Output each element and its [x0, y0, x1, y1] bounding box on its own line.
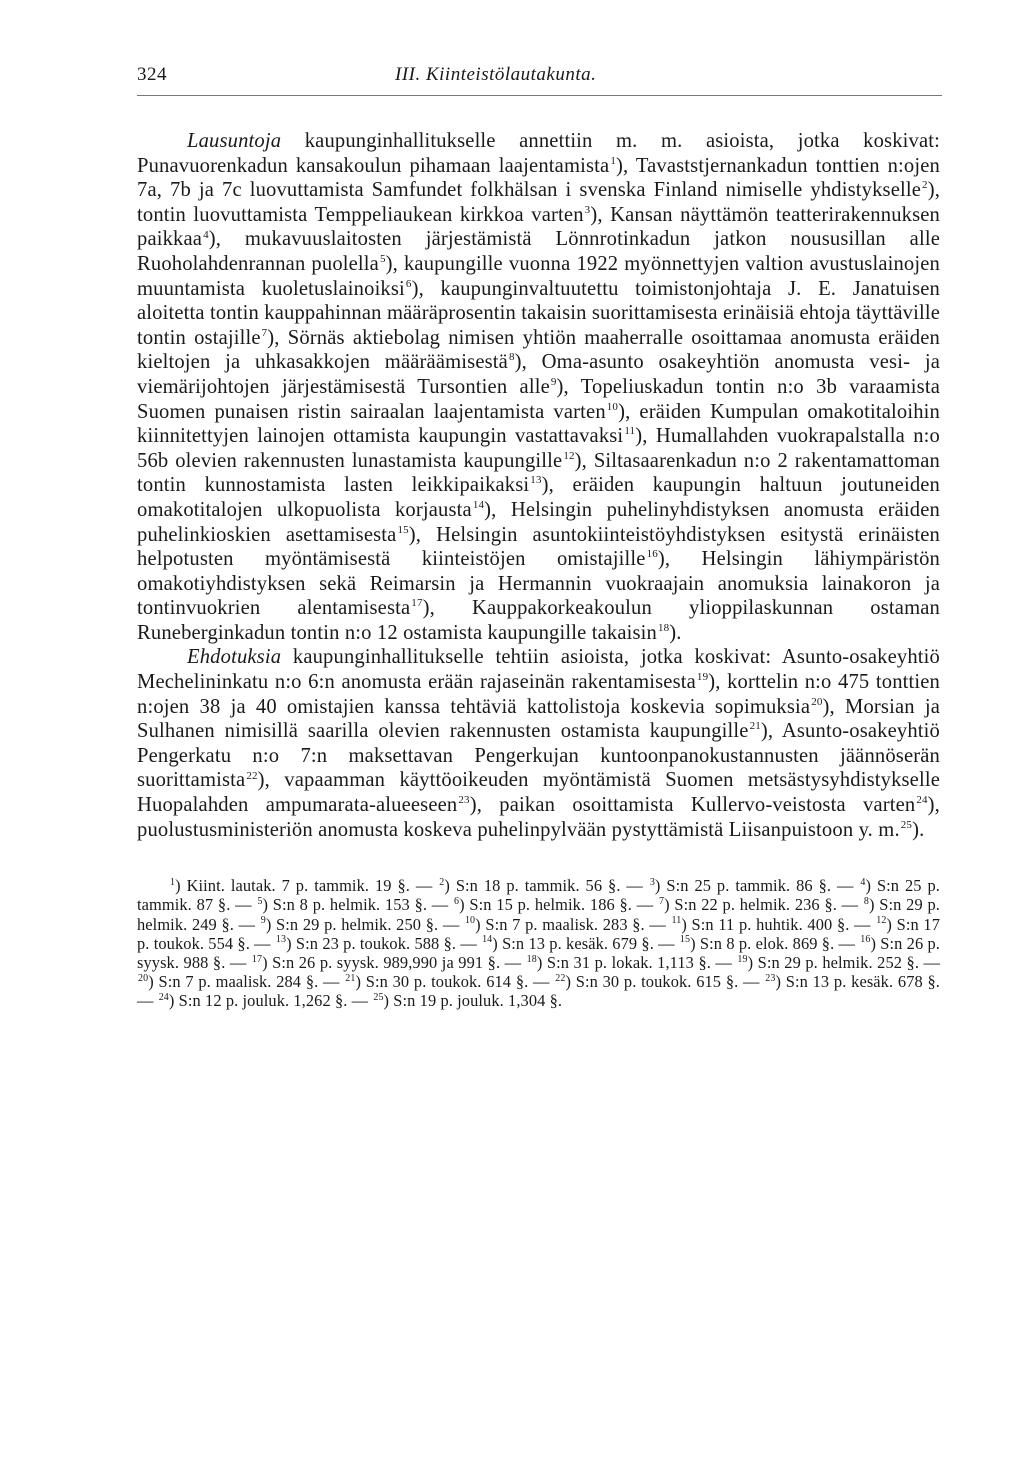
text-run: ) S:n 25 p. tammik. 86 §. — [654, 876, 860, 896]
footnote-reference: 3 [649, 876, 655, 888]
footnote-reference: 22 [555, 972, 566, 984]
footnote-reference: 6 [405, 277, 412, 290]
text-run: ) S:n 8 p. elok. 869 §. — [690, 933, 860, 953]
footnote-reference: 5 [257, 895, 263, 907]
text-run: ) S:n 18 p. tammik. 56 §. — [444, 876, 649, 896]
text-run: ) S:n 22 p. helmik. 236 §. — [664, 895, 863, 915]
footnote-reference: 17 [251, 953, 263, 965]
footnote-reference: 16 [646, 548, 658, 561]
text-run: ) S:n 15 p. helmik. 186 §. — [459, 895, 658, 915]
footnote-reference: 7 [261, 326, 268, 339]
text-run: ), kaupungille vuonna 1922 myönnettyjen valtion avustuslainojen muuntamista kuoletuslainoiksi [137, 252, 940, 300]
footnote-reference: 22 [246, 769, 258, 782]
footnote-reference: 21 [749, 720, 761, 733]
footnote-reference: 25 [373, 991, 384, 1003]
text-run: ) S:n 12 p. jouluk. 1,262 §. — [168, 991, 373, 1011]
footnote-reference: 11 [671, 915, 682, 927]
footnote-reference: 20 [138, 972, 149, 984]
text-run: ) S:n 19 p. jouluk. 1,304 §. [383, 991, 563, 1011]
text-run: ), Sörnäs aktiebolag nimisen yhtiön maaherralle osoittamaa anomusta eräiden kieltojen ja uhkasakkojen määräämisestä [137, 326, 940, 374]
paragraph-ehdotuksia [137, 645, 940, 842]
text-run: ). [669, 621, 682, 644]
footnote-reference: 19 [696, 671, 709, 684]
footnote-reference: 9 [550, 376, 557, 389]
text-run: ) S:n 29 p. helmik. 252 §. — [747, 953, 940, 973]
text-run: ), Kauppakorkeakoulun ylioppilaskunnan ostaman Runeberginkadun tontin n:o 12 ostamista kaupungille takaisin [137, 597, 940, 644]
paragraph-lausuntoja [137, 129, 940, 645]
footnote-reference: 6 [454, 895, 460, 907]
footnote-reference: 24 [158, 991, 169, 1003]
text-run: ), kaupunginvaltuutettu toimistonjohtaja J. E. Janatuisen aloitetta tontin kauppahinnan määräprosentin takaisin suorittamisesta erinäisiä ehtoja täyttäville tontin ostajille [137, 277, 940, 349]
text-run: ) S:n 8 p. helmik. 153 §. — [262, 895, 454, 915]
text-run: ). [912, 818, 925, 841]
text-run: ), Asunto-osakeyhtiö Pengerkatu n:o 7:n maksettavan Pengerkujan kuntoonpanokustannusten jäännöserän suorittamista [137, 720, 940, 792]
text-run: ) S:n 30 p. toukok. 615 §. — [565, 972, 765, 992]
paragraph-content [137, 646, 940, 840]
footnote-reference: 9 [260, 915, 266, 927]
text-run: ) S:n 13 p. kesäk. 678 §. — [137, 972, 940, 1011]
footnote-reference: 23 [458, 794, 470, 807]
text-run: ), tontin luovuttamista Temppeliaukean kirkkoa varten [137, 179, 940, 226]
text-run: ) S:n 30 p. toukok. 614 §. — [355, 972, 555, 992]
text-run: ), eräiden Kumpulan omakotitaloihin kiinnitettyjen lainojen ottamista kaupungin vastattavaksi [137, 400, 940, 448]
footnote-reference: 19 [737, 953, 748, 965]
running-head [137, 62, 940, 96]
text-run: ) S:n 29 p. helmik. 250 §. — [265, 914, 464, 934]
footnote-reference: 13 [530, 474, 542, 487]
footnote-reference: 4 [203, 228, 209, 241]
text-run: ) S:n 23 p. toukok. 588 §. — [286, 933, 482, 953]
footnotes [137, 876, 940, 1010]
text-run: ), puolustusministeriön anomusta koskeva puhelinpylvään pystyttämistä Liisanpuistoon y. m. [137, 794, 940, 841]
footnotes-text [137, 876, 940, 1010]
text-run: ), Helsingin asuntokiinteistöyhdistyksen esitystä erinäisten helpotusten myöntämisestä kiinteistöjen omistajille [137, 523, 940, 571]
text-run: ), Helsingin puhelinyhdistyksen anomusta eräiden puhelinkioskien asettamisesta [137, 498, 940, 546]
page-number: 324 [137, 64, 167, 85]
text-run: ) S:n 7 p. maalisk. 283 §. — [475, 914, 671, 934]
paragraph-content [137, 130, 940, 644]
footnote-reference: 16 [860, 934, 871, 946]
text-run: ) S:n 7 p. maalisk. 284 §. — [148, 972, 345, 992]
footnote-reference: 17 [411, 597, 423, 610]
footnote-reference: 21 [345, 972, 356, 984]
text-run: ), Oma-asunto osakeyhtiön anomusta vesi- ja viemärijohtojen järjestämisestä Tursontien alle [137, 351, 940, 398]
footnote-reference: 25 [900, 818, 913, 831]
footnote-reference: 2 [439, 876, 445, 888]
text-run: ) S:n 26 p. syysk. 988 §. — [137, 933, 940, 973]
footnote-reference: 15 [397, 523, 409, 536]
text-run: ) S:n 26 p. syysk. 989,990 ja 991 §. — [262, 953, 526, 973]
text-run: ) S:n 31 p. lokak. 1,113 §. — [536, 953, 737, 973]
text-run: ), Topeliuskadun tontin n:o 3b varaamista Suomen punaisen ristin sairaalan laajentamista varten [137, 375, 940, 423]
footnote-reference: 14 [472, 499, 485, 512]
text-run: ), eräiden kaupungin haltuun joutuneiden omakotitalojen ulkopuolista korjausta [137, 474, 941, 521]
footnote-reference: 3 [584, 203, 591, 216]
text-run: ), Siltasaarenkadun n:o 2 rakentamattoman tontin kunnostamista lasten leikkipaikaksi [137, 449, 940, 497]
text-run: ) S:n 13 p. kesäk. 679 §. — [492, 933, 679, 953]
text-run: ), Tavaststjernankadun tonttien n:ojen 7a, 7b ja 7c luovuttamista Samfundet folkhälsan i svenska Finland nimiselle yhdistykselle [137, 154, 940, 202]
header-rule [137, 95, 942, 96]
text-run: ), paikan osoittamista Kullervo-veistosta varten [469, 794, 916, 817]
text-run: ), Kansan näyttämön teatterirakennuksen paikkaa [137, 203, 941, 251]
footnote-reference: 1 [610, 154, 616, 167]
footnote-reference: 12 [563, 449, 575, 462]
footnote-reference: 15 [679, 934, 691, 946]
footnote-reference: 13 [275, 934, 287, 946]
text-run: ), korttelin n:o 475 tonttien n:ojen 38 ja 40 omistajien kanssa tehtäviä kattolistoja koskevia sopimuksia [137, 671, 940, 718]
text-run: ), Morsian ja Sulhanen nimisillä saarilla olevien rakennusten ostamista kaupungille [137, 695, 940, 743]
footnote-reference: 1 [170, 876, 176, 888]
section-title: III. Kiinteistölautakunta. [395, 64, 597, 85]
paragraph-lead: Ehdotuksia [187, 646, 282, 669]
text-run: ), mukavuuslaitosten järjestämistä Lönnrotinkadun jatkon noususillan alle Ruoholahdenrannan puolella [137, 228, 940, 275]
text-run: ), Humallahden vuokrapalstalla n:o 56b olevien rakennusten lunastamista kaupungille [137, 425, 940, 472]
footnote-reference: 14 [482, 934, 493, 946]
footnote-reference: 7 [658, 895, 665, 907]
footnote-reference: 24 [916, 794, 928, 807]
text-run: ) S:n 17 p. toukok. 554 §. — [137, 914, 941, 953]
body-text [137, 129, 940, 842]
footnote-reference: 5 [379, 253, 386, 266]
text-run: ) S:n 11 p. huhtik. 400 §. — [681, 914, 876, 934]
footnote-reference: 23 [765, 972, 776, 984]
text-run: ) S:n 29 p. helmik. 249 §. — [137, 895, 940, 934]
footnote-reference: 2 [922, 179, 928, 192]
text-run: ) Kiint. lautak. 7 p. tammik. 19 §. — [175, 876, 439, 896]
text-run: ), Helsingin lähiympäristön omakotiyhdistyksen sekä Reimarsin ja Hermannin vuokraajain anomuksia lainakoron ja tontinvuokrien alentamisesta [137, 548, 940, 620]
text-run: ) S:n 25 p. tammik. 87 §. — [137, 876, 940, 915]
text-run: kaupunginhallitukselle annettiin m. m. asioista, jotka koskivat: Punavuorenkadun kansakoulun pihamaan laajentamista [137, 130, 940, 177]
footnote-reference: 11 [624, 425, 636, 438]
footnote-reference: 18 [657, 622, 670, 635]
paragraph-lead: Lausuntoja [187, 130, 282, 152]
footnote-reference: 4 [860, 876, 866, 888]
footnote-reference: 8 [508, 351, 515, 364]
text-run: kaupunginhallitukselle tehtiin asioista, jotka koskivat: Asunto-osakeyhtiö Mechelininkatu n:o 6:n anomusta erään rajaseinän rakentamisesta [137, 646, 940, 694]
text-run: ), vapaamman käyttöoikeuden myöntämistä Suomen metsästysyhdistykselle Huopalahden ampumarata-alueeseen [137, 769, 940, 817]
footnote-reference: 10 [606, 400, 619, 413]
footnote-reference: 12 [876, 915, 887, 927]
document-page [137, 62, 940, 1011]
footnote-reference: 20 [811, 695, 823, 708]
footnote-reference: 8 [863, 895, 869, 907]
footnote-reference: 10 [464, 915, 476, 927]
footnote-reference: 18 [526, 953, 537, 965]
